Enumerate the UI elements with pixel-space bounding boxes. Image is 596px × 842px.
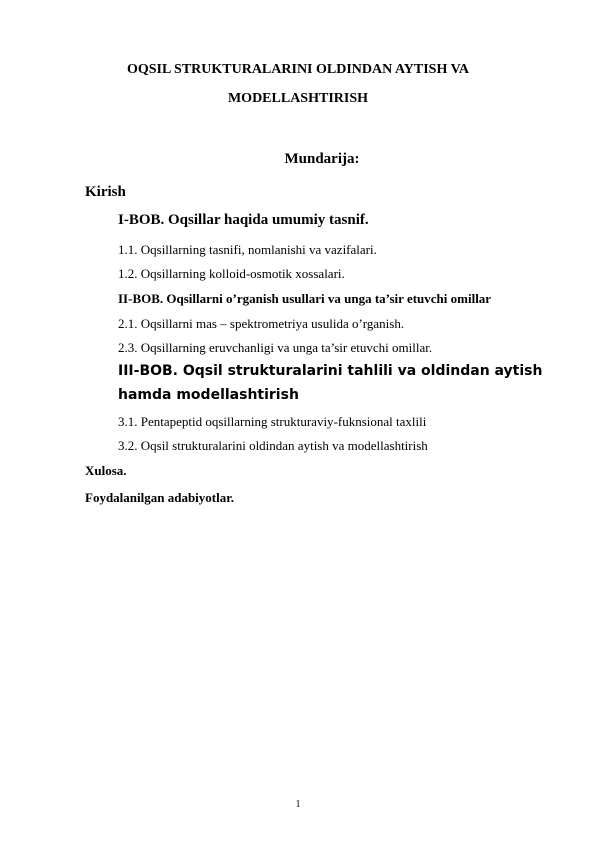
toc-entry-introduction: Kirish bbox=[85, 184, 126, 200]
toc-entry-references: Foydalanilgan adabiyotlar. bbox=[85, 490, 235, 505]
toc-entry-section-3-1: 3.1. Pentapeptid oqsillarning strukturaviy-fuknsional taxlili bbox=[118, 414, 427, 429]
toc-heading: Mundarija: bbox=[284, 151, 360, 167]
toc-entry-conclusion: Xulosa. bbox=[85, 463, 127, 478]
toc-entry-section-1-1: 1.1. Oqsillarning tasnifi, nomlanishi va vazifalari. bbox=[118, 242, 377, 257]
toc-entry-chapter-2: II-BOB. Oqsillarni o’rganish usullari va unga ta’sir etuvchi omillar bbox=[118, 291, 492, 306]
toc-entry-section-2-1: 2.1. Oqsillarni mas – spektrometriya usulida o’rganish. bbox=[118, 316, 405, 331]
page-number: 1 bbox=[295, 799, 301, 810]
document-title-line-2: MODELLASHTIRISH bbox=[227, 91, 369, 106]
toc-entry-chapter-3-line-2: hamda modellashtirish bbox=[118, 387, 299, 403]
toc-entry-section-1-2: 1.2. Oqsillarning kolloid-osmotik xossalari. bbox=[118, 266, 345, 281]
toc-entry-section-2-3: 2.3. Oqsillarning eruvchanligi va unga ta’sir etuvchi omillar. bbox=[118, 340, 433, 355]
toc-entry-chapter-3-line-1: III-BOB. Oqsil strukturalarini tahlili va oldindan aytish bbox=[118, 363, 543, 379]
toc-entry-section-3-2: 3.2. Oqsil strukturalarini oldindan aytish va modellashtirish bbox=[118, 438, 428, 453]
document-title-line-1: OQSIL STRUKTURALARINI OLDINDAN AYTISH VA bbox=[126, 62, 470, 77]
toc-entry-chapter-1: I-BOB. Oqsillar haqida umumiy tasnif. bbox=[118, 212, 369, 228]
